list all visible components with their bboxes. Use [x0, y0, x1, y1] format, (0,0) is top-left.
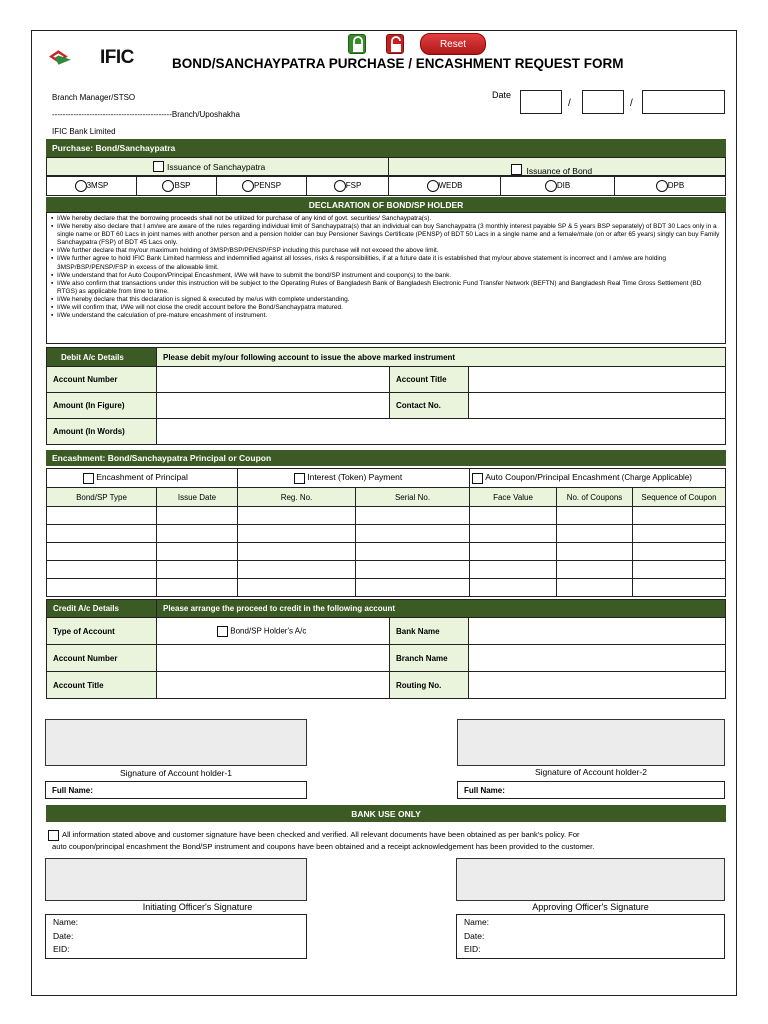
recipient-line: Branch Manager/STSO: [52, 93, 136, 102]
holder-account-label: Bond/SP Holder's A/c: [230, 626, 307, 636]
branch-name-input[interactable]: [469, 645, 726, 672]
branch-name-label: Branch Name: [390, 645, 469, 672]
option-fsp[interactable]: [307, 177, 389, 196]
col-seq-coupon: Sequence of Coupon: [633, 488, 726, 507]
encashment-header: Encashment: Bond/Sanchaypatra Principal or Coupon: [46, 450, 726, 466]
credit-account-title-input[interactable]: [157, 672, 390, 699]
declaration-item: ▪ I/We will confirm that, I/We will not close the credit account before the Bond/Sanchaypatra matured.: [51, 304, 721, 312]
holder-account-cell: [157, 618, 390, 645]
initiating-signature-box[interactable]: [45, 858, 307, 901]
col-reg-no: Reg. No.: [238, 488, 356, 507]
credit-header-left: Credit A/c Details: [47, 600, 157, 618]
declaration-list: [46, 212, 726, 344]
interest-payment-checkbox[interactable]: [294, 473, 305, 484]
encashment-principal-checkbox[interactable]: [83, 473, 94, 484]
table-row[interactable]: [47, 525, 726, 543]
purchase-header: Purchase: Bond/Sanchaypatra: [46, 139, 726, 157]
full-name-label: Full Name:: [464, 786, 505, 795]
table-row[interactable]: [47, 543, 726, 561]
encashment-principal-label: Encashment of Principal: [96, 472, 188, 483]
debit-header-left: Debit A/c Details: [47, 348, 157, 367]
interest-payment-cell: [238, 469, 470, 488]
full-name-label: Full Name:: [52, 786, 93, 795]
name-field: Name:: [464, 917, 490, 927]
initiating-signature-caption: Initiating Officer's Signature: [142, 902, 253, 912]
option-dib[interactable]: [501, 177, 615, 196]
account-title-input[interactable]: [469, 367, 726, 393]
date-label: Date: [492, 90, 512, 100]
holder2-signature-box[interactable]: [457, 719, 725, 766]
option-wedb[interactable]: [389, 177, 501, 196]
col-issue-date: Issue Date: [157, 488, 238, 507]
date-day-input[interactable]: [520, 90, 562, 114]
amount-figure-input[interactable]: [157, 393, 390, 419]
auto-coupon-note: (Charge Applicable): [621, 473, 692, 483]
declaration-item: ▪ I/We understand the calculation of pre-mature encashment of instrument.: [51, 312, 721, 320]
holder-account-checkbox[interactable]: [217, 626, 228, 637]
routing-no-label: Routing No.: [390, 672, 469, 699]
bank-use-statement: [48, 829, 726, 852]
holder2-signature-caption: Signature of Account holder-2: [535, 767, 647, 777]
option-dpb[interactable]: [615, 177, 726, 196]
branch-line: ---------------------------------------------Branch/Uposhakha: [52, 110, 240, 119]
bank-name-line: IFIC Bank Limited: [52, 127, 116, 136]
date-field: Date:: [464, 930, 485, 941]
auto-coupon-cell: [470, 469, 726, 488]
name-field: Name:: [53, 917, 79, 927]
radio-icon[interactable]: [75, 180, 87, 192]
routing-no-input[interactable]: [469, 672, 726, 699]
account-number-input[interactable]: [157, 367, 390, 393]
issuance-sp-checkbox[interactable]: [153, 161, 164, 172]
option-label: 3MSP: [86, 181, 109, 191]
table-row[interactable]: [47, 507, 726, 525]
holder1-full-name-field[interactable]: [45, 781, 307, 799]
issuance-sp-cell: [47, 158, 389, 175]
declaration-item: ▪ I/We understand that for Auto Coupon/Principal Encashment, I/We will have to submit the bond/SP instrument and coupon(s) to the bank.: [51, 272, 721, 280]
type-of-account-label: Type of Account: [47, 618, 157, 645]
declaration-item: ▪ I/We further declare that my/our maximum holding of 3MSP/BSP/PENSP/FSP including this purchase will not exceed the above limit.: [51, 247, 721, 255]
initiating-officer-details[interactable]: [45, 914, 307, 959]
date-year-input[interactable]: [642, 90, 725, 114]
credit-table: [46, 599, 726, 699]
date-month-input[interactable]: [582, 90, 624, 114]
col-bond-type: Bond/SP Type: [47, 488, 157, 507]
table-row[interactable]: [47, 579, 726, 597]
option-label: DIB: [556, 181, 571, 191]
radio-icon[interactable]: [545, 180, 557, 192]
radio-icon[interactable]: [334, 180, 346, 192]
credit-account-title-label: Account Title: [47, 672, 157, 699]
approving-signature-caption: Approving Officer's Signature: [532, 902, 649, 912]
date-separator: /: [568, 98, 571, 109]
holder1-signature-caption: Signature of Account holder-1: [120, 768, 232, 778]
table-row[interactable]: [47, 561, 726, 579]
option-label: PENSP: [253, 181, 282, 191]
credit-header-right: Please arrange the proceed to credit in the following account: [157, 600, 726, 618]
issuance-bond-label: Issuance of Bond: [526, 166, 593, 176]
debit-table: [46, 347, 726, 445]
option-label: DPB: [667, 181, 685, 191]
bank-name-label: Bank Name: [390, 618, 469, 645]
debit-header-right: Please debit my/our following account to issue the above marked instrument: [157, 348, 726, 367]
account-title-label: Account Title: [390, 367, 469, 393]
eid-field: EID:: [53, 944, 70, 954]
amount-words-input[interactable]: [157, 419, 726, 445]
encashment-principal-cell: [47, 469, 238, 488]
declaration-item: ▪ I/We also confirm that transactions under this instruction will be subject to the Operating Rules of Bangladesh Bank of Bangladesh Electronic Fund Transfer Network (BEFTN) and Bangladesh Real Time Gross Settlement (BD RTGS) as applicable from time to time.: [51, 280, 721, 296]
verification-checkbox[interactable]: [48, 830, 59, 841]
eid-field: EID:: [464, 944, 481, 954]
bank-use-header: BANK USE ONLY: [46, 805, 726, 822]
amount-figure-label: Amount (In Figure): [47, 393, 157, 419]
radio-icon[interactable]: [162, 180, 174, 192]
statement-line-1: All information stated above and customer signature have been checked and verified. All relevant documents have been obtained as per bank's policy. For: [62, 830, 580, 839]
declaration-item: ▪ I/We further agree to hold IFIC Bank Limited harmless and indemnified against all losses, risks & responsibilities, if at a future date it is established that my/our above statement is incorrect and I am/we are holding 3MSP/BSP/PENSP/FSP in excess of the allowable limit.: [51, 255, 721, 271]
bank-name-input[interactable]: [469, 618, 726, 645]
holder1-signature-box[interactable]: [45, 719, 307, 766]
logo-text: IFIC: [100, 47, 134, 68]
reset-button[interactable]: Reset: [420, 33, 486, 55]
declaration-item: ▪ I/We hereby also declare that I am/we are aware of the rules regarding individual limit of Sanchaypatra(s) that an individual can buy Sanchaypatra (3 monthly interest payable SP & 5 years BSP separately) of BDT 30 Lacs only in a single name or BDT 60 Lacs in joint names with another person and a pension holder can buy Pensioner Savings Certificate (PENSP) of BDT 50 Lacs in a single name and a female/male (on or after 65 years) singly can buy Family Sanchaypatra (FSP) of BDT 45 Lacs only.: [51, 223, 721, 247]
col-face-value: Face Value: [470, 488, 557, 507]
option-bsp[interactable]: [137, 177, 217, 196]
declaration-item: ▪ I/We hereby declare that the borrowing proceeds shall not be utilized for purchase of any kind of govt. securities/ Sanchaypatra(s).: [51, 215, 721, 223]
option-label: WEDB: [438, 181, 463, 191]
account-number-label: Account Number: [47, 367, 157, 393]
option-3msp[interactable]: [47, 177, 137, 196]
credit-account-number-input[interactable]: [157, 645, 390, 672]
contact-no-label: Contact No.: [390, 393, 469, 419]
form-title: BOND/SANCHAYPATRA PURCHASE / ENCASHMENT REQUEST FORM: [172, 56, 624, 71]
option-label: FSP: [345, 181, 362, 191]
statement-line-2: auto coupon/principal encashment the Bond/SP instrument and coupons have been obtained and a receipt acknowledgement has been provided to the customer.: [52, 841, 595, 851]
encashment-table: [46, 468, 726, 597]
issuance-bond-checkbox[interactable]: [511, 164, 522, 175]
radio-icon[interactable]: [656, 180, 668, 192]
radio-icon[interactable]: [242, 180, 254, 192]
amount-words-label: Amount (In Words): [47, 419, 157, 445]
date-separator: /: [630, 98, 633, 109]
holder2-full-name-field[interactable]: [457, 781, 725, 799]
credit-account-number-label: Account Number: [47, 645, 157, 672]
ific-logo: [48, 40, 100, 74]
instrument-options: [46, 176, 726, 196]
auto-coupon-label: Auto Coupon/Principal Encashment: [485, 472, 620, 483]
interest-payment-label: Interest (Token) Payment: [307, 472, 403, 483]
lock-closed-icon[interactable]: [348, 34, 366, 54]
radio-icon[interactable]: [427, 180, 439, 192]
contact-no-input[interactable]: [469, 393, 726, 419]
declaration-header: DECLARATION OF BOND/SP HOLDER: [46, 197, 726, 212]
issuance-row: [46, 157, 726, 176]
approving-signature-box[interactable]: [456, 858, 725, 901]
col-serial-no: Serial No.: [356, 488, 470, 507]
col-no-coupons: No. of Coupons: [557, 488, 633, 507]
option-label: BSP: [174, 181, 191, 191]
date-field: Date:: [53, 930, 74, 941]
lock-open-icon[interactable]: [386, 34, 404, 54]
approving-officer-details[interactable]: [456, 914, 725, 959]
auto-coupon-checkbox[interactable]: [472, 473, 483, 484]
issuance-sp-label: Issuance of Sanchaypatra: [167, 162, 266, 172]
declaration-item: ▪ I/We hereby declare that this declaration is signed & executed by me/us with complete understanding.: [51, 296, 721, 304]
option-pensp[interactable]: [217, 177, 307, 196]
